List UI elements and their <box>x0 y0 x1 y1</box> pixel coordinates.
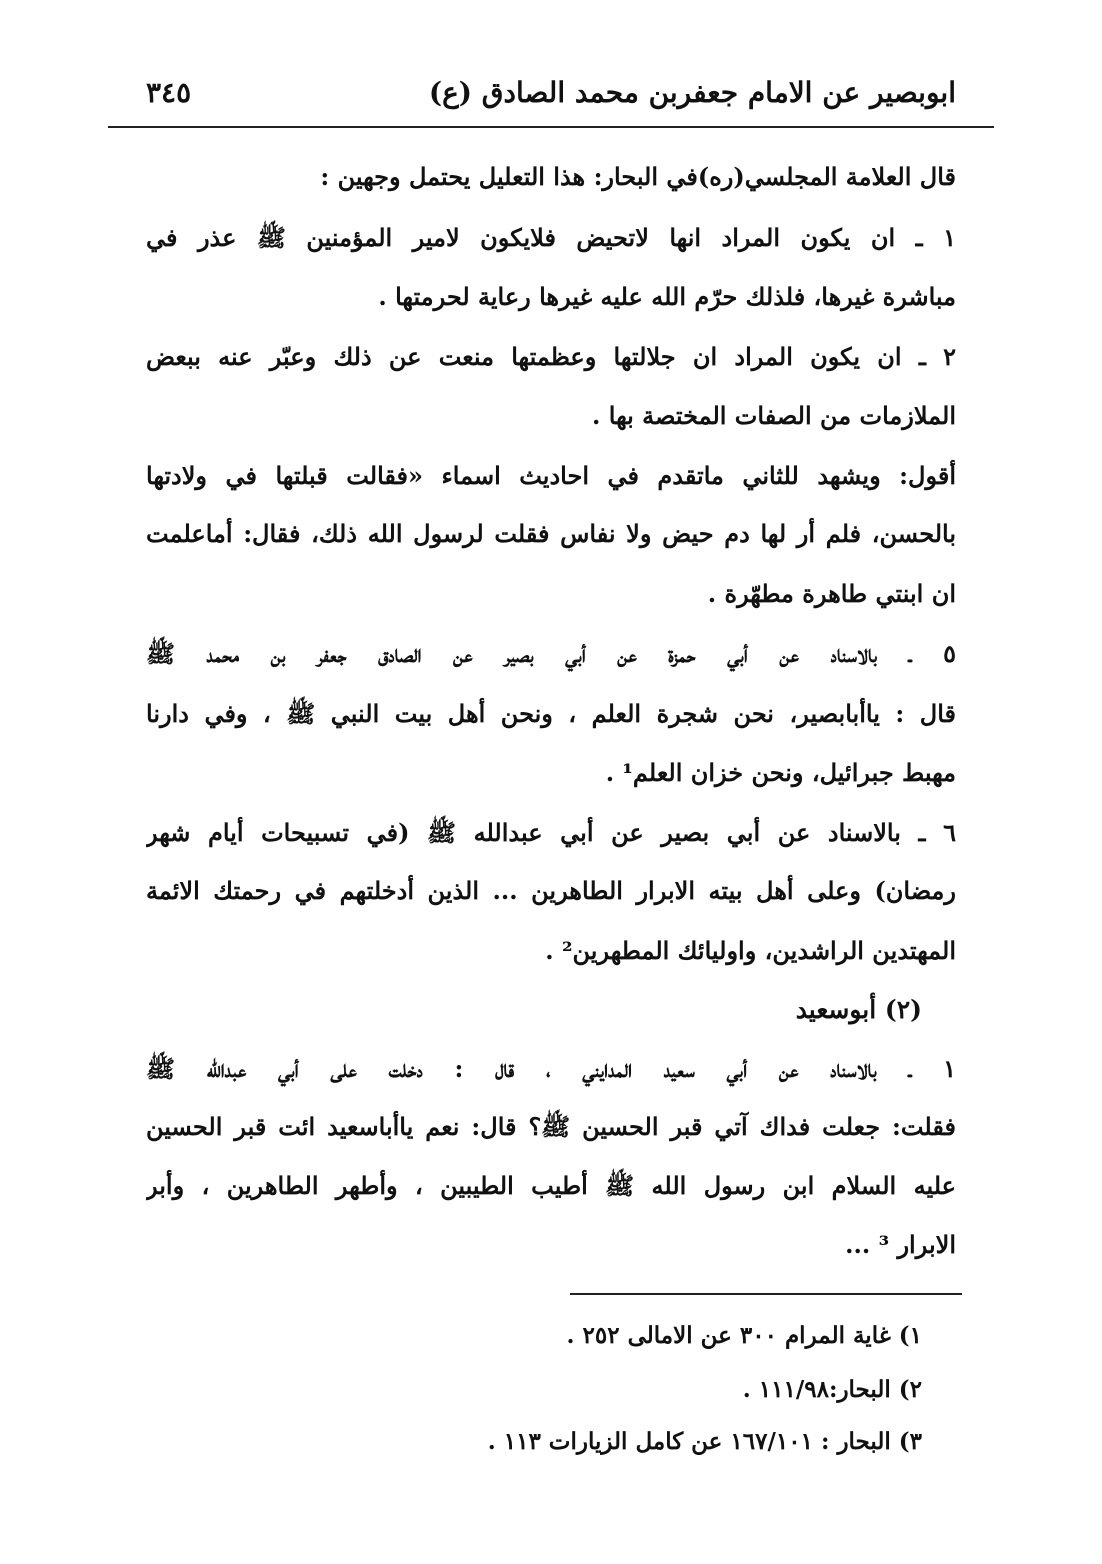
footnote: ٢) البحار:١١١/٩٨ . <box>742 1376 922 1403</box>
body-line: ان ابنتي طاهرة مطهّرة . <box>707 579 956 608</box>
footnote: ١) غاية المرام ٣٠٠ عن الامالى ٢٥٢ . <box>566 1322 922 1349</box>
body-line: الابرار ³ ... <box>845 1230 956 1259</box>
running-title: ابوبصير عن الامام جعفربن محمد الصادق (ع) <box>428 75 956 109</box>
body-line: بالحسن، فلم أر لها دم حيض ولا نفاس فقلت لرسول الله ذلك، فقال: أماعلمت <box>146 519 956 548</box>
page-header <box>146 70 956 114</box>
body-line: أقول: ويشهد للثاني ماتقدم في احاديث اسماء «فقالت قبلتها في ولادتها <box>146 461 956 490</box>
body-line: المهتدين الراشدين، واوليائك المطهرين² . <box>545 936 956 965</box>
body-line: ٦ ـ بالاسناد عن أبي بصير عن أبي عبدالله ﷺ (في تسبيحات أيام شهر <box>146 818 956 847</box>
body-line: مهبط جبرائيل، ونحن خزان العلم¹ . <box>605 758 956 787</box>
section-heading: (٢) أبوسعيد <box>795 995 922 1024</box>
footnote: ٣) البحار : ١٦٧/١٠١ عن كامل الزيارات ١١٣ . <box>487 1428 922 1455</box>
body-line: ١ ـ بالاسناد عن أبي سعيد المدايني ، قال : دخلت على أبي عبدالله ﷺ <box>146 1054 956 1083</box>
body-line: عليه السلام ابن رسول الله ﷺ أطيب الطيبين ، وأطهر الطاهرين ، وأبر <box>146 1171 956 1200</box>
page-number: ٣٤٥ <box>146 75 192 109</box>
body-line: رمضان) وعلى أهل بيته الابرار الطاهرين ... الذين أدخلتهم في رحمتك الائمة <box>146 876 956 905</box>
body-line: الملازمات من الصفات المختصة بها . <box>592 401 956 430</box>
body-line: قال : ياأبابصير، نحن شجرة العلم ، ونحن أهل بيت النبي ﷺ ، وفي دارنا <box>146 699 956 728</box>
body-line: ٥ ـ بالاسناد عن أبي حمزة عن أبي بصير عن الصادق جعفر بن محمد ﷺ <box>146 639 956 668</box>
header-divider <box>108 126 994 128</box>
body-line: قال العلامة المجلسي(ره)في البحار: هذا التعليل يحتمل وجهين : <box>320 162 956 191</box>
body-line: ١ ـ ان يكون المراد انها لاتحيض فلايكون لامير المؤمنين ﷺ عذر في <box>146 223 956 252</box>
footnote-divider <box>570 1293 962 1295</box>
body-line: مباشرة غيرها، فلذلك حرّم الله عليه غيرها رعاية لحرمتها . <box>378 282 956 311</box>
body-line: ٢ ـ ان يكون المراد ان جلالتها وعظمتها منعت عن ذلك وعبّر عنه ببعض <box>146 342 956 371</box>
body-line: فقلت: جعلت فداك آتي قبر الحسين ﷺ؟ قال: نعم ياأباسعيد ائت قبر الحسين <box>146 1112 956 1141</box>
